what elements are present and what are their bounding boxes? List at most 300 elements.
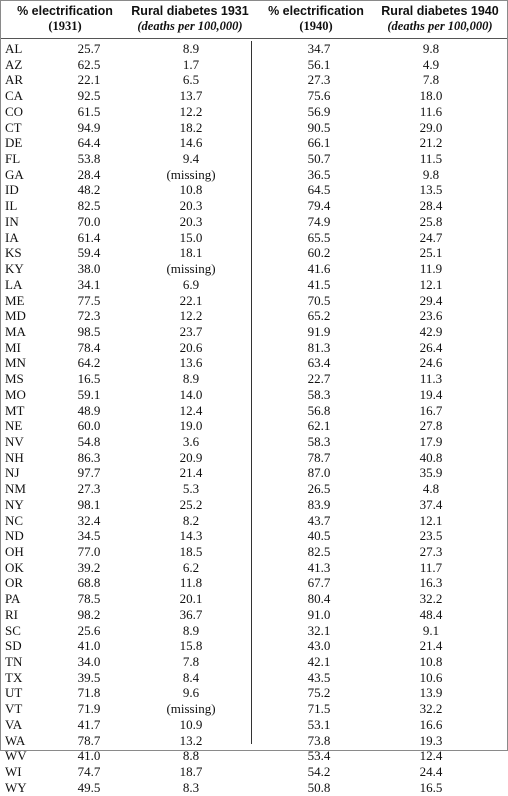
table-row — [1, 780, 507, 796]
diabetes-1940-cell: 24.4 — [419, 764, 443, 780]
diabetes-1940-cell: 11.6 — [419, 103, 443, 119]
diabetes-1940-cell: 25.8 — [419, 213, 443, 229]
electrification-1940-cell: 67.7 — [307, 575, 331, 591]
electrification-1931-cell: 59.1 — [77, 386, 101, 402]
table-row — [1, 403, 507, 419]
diabetes-1940-cell: 13.9 — [419, 685, 443, 701]
diabetes-1940-cell: 26.4 — [419, 339, 443, 355]
state-cell: CA — [5, 88, 24, 104]
electrification-1940-cell: 80.4 — [307, 591, 331, 607]
electrification-1940-cell: 65.5 — [307, 229, 331, 245]
diabetes-1940-cell: 16.7 — [419, 402, 443, 418]
diabetes-1940-cell: 24.7 — [419, 229, 443, 245]
electrification-1931-cell: 25.6 — [77, 622, 101, 638]
table-row — [1, 623, 507, 639]
table-row — [1, 387, 507, 403]
state-cell: WV — [5, 748, 27, 764]
electrification-1931-cell: 62.5 — [77, 56, 101, 72]
state-cell: AR — [5, 72, 24, 88]
electrification-1931-cell: 77.0 — [77, 544, 101, 559]
diabetes-1931-cell: 7.8 — [182, 654, 200, 670]
header-rule — [1, 38, 507, 39]
electrification-1940-cell: 91.0 — [307, 606, 331, 622]
electrification-1940-cell: 27.3 — [307, 72, 331, 88]
diabetes-1931-cell: 18.7 — [179, 764, 203, 780]
diabetes-1931-cell: 6.9 — [182, 276, 200, 292]
electrification-1940-cell: 75.6 — [307, 88, 331, 104]
diabetes-1940-cell: 16.3 — [419, 575, 443, 591]
electrification-1931-cell: 98.2 — [77, 606, 101, 622]
state-cell: NY — [5, 496, 24, 512]
electrification-1931-cell: 34.1 — [77, 276, 101, 292]
table-row — [1, 701, 507, 717]
diabetes-1940-cell: 17.9 — [419, 433, 443, 449]
table-row — [1, 670, 507, 686]
diabetes-1940-cell: 10.8 — [419, 654, 443, 670]
state-cell: WI — [5, 764, 22, 780]
electrification-1940-cell: 81.3 — [307, 339, 331, 355]
state-cell: TX — [5, 669, 23, 685]
electrification-1940-cell: 90.5 — [307, 119, 331, 135]
table-row — [1, 214, 507, 230]
state-cell: NE — [5, 418, 23, 434]
electrification-1940-cell: 56.1 — [307, 56, 331, 72]
diabetes-1931-cell: 20.6 — [179, 339, 203, 355]
state-cell: NH — [5, 449, 24, 465]
diabetes-1940-cell: 27.8 — [419, 418, 443, 434]
diabetes-1931-cell: 12.2 — [179, 308, 203, 324]
diabetes-1940-cell: 23.6 — [419, 308, 443, 324]
diabetes-1931-cell: 14.6 — [179, 135, 203, 151]
diabetes-1940-cell: 12.1 — [419, 276, 443, 292]
table-row — [1, 717, 507, 733]
electrification-1940-cell: 73.8 — [307, 732, 331, 748]
header-col1-line2: (1931) — [48, 19, 82, 33]
diabetes-1940-cell: 13.5 — [419, 182, 443, 198]
diabetes-1931-cell: 18.1 — [179, 245, 203, 261]
electrification-1940-cell: 60.2 — [307, 245, 331, 261]
diabetes-1940-cell: 23.5 — [419, 528, 443, 544]
table-row — [1, 513, 507, 529]
diabetes-1931-cell: 12.2 — [179, 103, 203, 119]
header-col2-line1: Rural diabetes 1931 — [131, 4, 249, 18]
electrification-1940-cell: 65.2 — [307, 308, 331, 324]
diabetes-1931-cell: 1.7 — [182, 56, 200, 72]
electrification-1940-cell: 32.1 — [307, 622, 331, 638]
table-row — [1, 88, 507, 104]
electrification-1940-cell: 91.9 — [307, 323, 331, 339]
electrification-1931-cell: 61.4 — [77, 229, 101, 245]
electrification-1940-cell: 50.8 — [307, 779, 331, 795]
diabetes-1931-cell: (missing) — [166, 166, 216, 182]
state-cell: MT — [5, 402, 25, 418]
table-body — [1, 41, 507, 796]
diabetes-1940-cell: 48.4 — [419, 606, 443, 622]
electrification-1931-cell: 41.0 — [77, 748, 101, 764]
diabetes-1940-cell: 11.7 — [419, 559, 443, 575]
diabetes-1931-cell: 15.8 — [179, 638, 203, 654]
state-cell: MA — [5, 323, 26, 339]
state-cell: NM — [5, 481, 26, 497]
diabetes-1931-cell: 13.7 — [179, 88, 203, 104]
electrification-1940-cell: 58.3 — [307, 433, 331, 449]
electrification-1940-cell: 43.0 — [307, 638, 331, 654]
electrification-1940-cell: 41.3 — [307, 559, 331, 575]
diabetes-1940-cell: 11.5 — [419, 151, 443, 167]
state-cell: SD — [5, 638, 22, 654]
diabetes-1931-cell: 6.5 — [182, 72, 200, 88]
state-cell: ND — [5, 528, 24, 544]
state-cell: IN — [5, 213, 19, 229]
state-cell: OH — [5, 544, 24, 559]
table-row — [1, 481, 507, 497]
electrification-1931-cell: 60.0 — [77, 418, 101, 434]
diabetes-1931-cell: 23.7 — [179, 323, 203, 339]
electrification-1931-cell: 61.5 — [77, 103, 101, 119]
diabetes-1931-cell: 10.8 — [179, 182, 203, 198]
electrification-1940-cell: 22.7 — [307, 371, 331, 387]
state-cell: OR — [5, 575, 24, 591]
state-cell: CT — [5, 119, 22, 135]
diabetes-1940-cell: 28.4 — [419, 198, 443, 214]
diabetes-1931-cell: 11.8 — [179, 575, 203, 591]
diabetes-1931-cell: 18.5 — [179, 544, 203, 559]
state-cell: AZ — [5, 56, 23, 72]
table-row — [1, 340, 507, 356]
table-row — [1, 167, 507, 183]
header-electrification-1931 — [1, 4, 129, 34]
table-row — [1, 575, 507, 591]
electrification-1931-cell: 78.4 — [77, 339, 101, 355]
electrification-1931-cell: 59.4 — [77, 245, 101, 261]
electrification-1931-cell: 94.9 — [77, 119, 101, 135]
electrification-1940-cell: 71.5 — [307, 701, 331, 717]
electrification-1940-cell: 41.5 — [307, 276, 331, 292]
state-cell: MD — [5, 308, 26, 324]
diabetes-1931-cell: 18.2 — [179, 119, 203, 135]
electrification-1931-cell: 48.9 — [77, 402, 101, 418]
electrification-1931-cell: 70.0 — [77, 213, 101, 229]
state-cell: OK — [5, 559, 24, 575]
table-row — [1, 308, 507, 324]
electrification-1940-cell: 50.7 — [307, 151, 331, 167]
diabetes-1931-cell: 3.6 — [182, 433, 200, 449]
table-row — [1, 733, 507, 749]
table-row — [1, 198, 507, 214]
electrification-1940-cell: 74.9 — [307, 213, 331, 229]
diabetes-1931-cell: 14.3 — [179, 528, 203, 544]
state-cell: CO — [5, 103, 24, 119]
table-row — [1, 560, 507, 576]
electrification-1940-cell: 83.9 — [307, 496, 331, 512]
header-col4-line2: (deaths per 100,000) — [387, 19, 493, 33]
state-cell: MS — [5, 371, 24, 387]
electrification-1931-cell: 16.5 — [77, 371, 101, 387]
diabetes-1940-cell: 10.6 — [419, 669, 443, 685]
header-col1-line1: % electrification — [17, 4, 113, 18]
header-electrification-1940 — [259, 4, 373, 34]
table-row — [1, 497, 507, 513]
electrification-1931-cell: 39.2 — [77, 559, 101, 575]
electrification-1940-cell: 56.8 — [307, 402, 331, 418]
state-cell: LA — [5, 276, 23, 292]
table-row — [1, 654, 507, 670]
diabetes-1931-cell: 5.3 — [182, 481, 200, 497]
electrification-1940-cell: 63.4 — [307, 355, 331, 371]
diabetes-1940-cell: 42.9 — [419, 323, 443, 339]
diabetes-1940-cell: 16.6 — [419, 716, 443, 732]
diabetes-1931-cell: 8.8 — [182, 748, 200, 764]
state-cell: FL — [5, 151, 21, 167]
table-row — [1, 371, 507, 387]
diabetes-1940-cell: 27.3 — [419, 544, 443, 559]
diabetes-1931-cell: 20.1 — [179, 591, 203, 607]
diabetes-1931-cell: 36.7 — [179, 606, 203, 622]
state-cell: VA — [5, 716, 23, 732]
electrification-1940-cell: 79.4 — [307, 198, 331, 214]
diabetes-1931-cell: 20.9 — [179, 449, 203, 465]
diabetes-1940-cell: 18.0 — [419, 88, 443, 104]
electrification-1940-cell: 34.7 — [307, 41, 331, 56]
diabetes-1940-cell: 19.4 — [419, 386, 443, 402]
state-cell: ME — [5, 292, 25, 308]
table-row — [1, 355, 507, 371]
diabetes-1931-cell: 15.0 — [179, 229, 203, 245]
diabetes-1940-cell: 12.4 — [419, 748, 443, 764]
diabetes-1931-cell: 25.2 — [179, 496, 203, 512]
electrification-1940-cell: 70.5 — [307, 292, 331, 308]
diabetes-1940-cell: 37.4 — [419, 496, 443, 512]
state-cell: MN — [5, 355, 26, 371]
table-row — [1, 230, 507, 246]
table-row — [1, 120, 507, 136]
electrification-1940-cell: 54.2 — [307, 764, 331, 780]
electrification-1931-cell: 25.7 — [77, 41, 101, 56]
electrification-1931-cell: 98.1 — [77, 496, 101, 512]
table-row — [1, 450, 507, 466]
electrification-1931-cell: 64.2 — [77, 355, 101, 371]
electrification-1931-cell: 71.8 — [77, 685, 101, 701]
header-col3-line2: (1940) — [299, 19, 333, 33]
table-row — [1, 293, 507, 309]
electrification-1931-cell: 78.7 — [77, 732, 101, 748]
state-cell: IA — [5, 229, 19, 245]
electrification-1931-cell: 64.4 — [77, 135, 101, 151]
electrification-1940-cell: 43.7 — [307, 512, 331, 528]
diabetes-1940-cell: 25.1 — [419, 245, 443, 261]
table-row — [1, 151, 507, 167]
table-row — [1, 465, 507, 481]
electrification-1931-cell: 54.8 — [77, 433, 101, 449]
state-cell: KS — [5, 245, 22, 261]
electrification-1931-cell: 53.8 — [77, 151, 101, 167]
electrification-1940-cell: 41.6 — [307, 261, 331, 277]
state-cell: NJ — [5, 465, 20, 481]
diabetes-1940-cell: 32.2 — [419, 701, 443, 717]
electrification-1931-cell: 68.8 — [77, 575, 101, 591]
table-row — [1, 434, 507, 450]
table-row — [1, 418, 507, 434]
table-row — [1, 764, 507, 780]
diabetes-1940-cell: 21.4 — [419, 638, 443, 654]
electrification-1931-cell: 86.3 — [77, 449, 101, 465]
table-row — [1, 104, 507, 120]
electrification-1940-cell: 56.9 — [307, 103, 331, 119]
header-diabetes-1931 — [126, 4, 254, 34]
state-cell: MI — [5, 339, 21, 355]
electrification-1931-cell: 41.7 — [77, 716, 101, 732]
diabetes-1931-cell: 13.6 — [179, 355, 203, 371]
electrification-1940-cell: 43.5 — [307, 669, 331, 685]
electrification-1940-cell: 58.3 — [307, 386, 331, 402]
state-cell: IL — [5, 198, 18, 214]
table-row — [1, 72, 507, 88]
diabetes-1940-cell: 40.8 — [419, 449, 443, 465]
diabetes-1940-cell: 35.9 — [419, 465, 443, 481]
diabetes-1931-cell: (missing) — [166, 701, 216, 717]
electrification-1931-cell: 71.9 — [77, 701, 101, 717]
electrification-1931-cell: 38.0 — [77, 261, 101, 277]
diabetes-1931-cell: 22.1 — [179, 292, 203, 308]
electrification-1940-cell: 87.0 — [307, 465, 331, 481]
diabetes-1940-cell: 19.3 — [419, 732, 443, 748]
diabetes-1931-cell: 21.4 — [179, 465, 203, 481]
electrification-1940-cell: 62.1 — [307, 418, 331, 434]
electrification-1940-cell: 42.1 — [307, 654, 331, 670]
electrification-1940-cell: 53.4 — [307, 748, 331, 764]
diabetes-1940-cell: 11.3 — [419, 371, 443, 387]
electrification-1940-cell: 78.7 — [307, 449, 331, 465]
state-cell: VT — [5, 701, 23, 717]
state-cell: TN — [5, 654, 23, 670]
electrification-1940-cell: 40.5 — [307, 528, 331, 544]
table-row — [1, 245, 507, 261]
electrification-1931-cell: 41.0 — [77, 638, 101, 654]
header-diabetes-1940 — [373, 4, 507, 34]
diabetes-1940-cell: 4.9 — [422, 56, 440, 72]
header-col4-line1: Rural diabetes 1940 — [381, 4, 499, 18]
table-row — [1, 57, 507, 73]
electrification-1931-cell: 98.5 — [77, 323, 101, 339]
diabetes-1931-cell: 10.9 — [179, 716, 203, 732]
diabetes-1931-cell: (missing) — [166, 261, 216, 277]
electrification-1940-cell: 36.5 — [307, 166, 331, 182]
electrification-1931-cell: 34.0 — [77, 654, 101, 670]
electrification-1931-cell: 28.4 — [77, 166, 101, 182]
electrification-1931-cell: 27.3 — [77, 481, 101, 497]
diabetes-1931-cell: 8.9 — [182, 622, 200, 638]
electrification-1931-cell: 32.4 — [77, 512, 101, 528]
table-row — [1, 638, 507, 654]
state-cell: NC — [5, 512, 24, 528]
header-col2-line2: (deaths per 100,000) — [137, 19, 243, 33]
diabetes-1931-cell: 9.4 — [182, 151, 200, 167]
state-cell: NV — [5, 433, 24, 449]
electrification-1931-cell: 39.5 — [77, 669, 101, 685]
diabetes-1931-cell: 13.2 — [179, 732, 203, 748]
table-row — [1, 528, 507, 544]
diabetes-1940-cell: 9.1 — [422, 622, 440, 638]
electrification-1940-cell: 53.1 — [307, 716, 331, 732]
electrification-1931-cell: 82.5 — [77, 198, 101, 214]
electrification-1940-cell: 26.5 — [307, 481, 331, 497]
state-cell: ID — [5, 182, 19, 198]
state-cell: KY — [5, 261, 24, 277]
diabetes-1931-cell: 8.9 — [182, 41, 200, 56]
diabetes-1940-cell: 7.8 — [422, 72, 440, 88]
diabetes-1931-cell: 8.2 — [182, 512, 200, 528]
diabetes-1931-cell: 6.2 — [182, 559, 200, 575]
diabetes-1931-cell: 14.0 — [179, 386, 203, 402]
diabetes-1931-cell: 12.4 — [179, 402, 203, 418]
state-cell: GA — [5, 166, 24, 182]
table-row — [1, 182, 507, 198]
diabetes-1931-cell: 20.3 — [179, 213, 203, 229]
table-row — [1, 544, 507, 560]
diabetes-1940-cell: 4.8 — [422, 481, 440, 497]
electrification-1931-cell: 49.5 — [77, 779, 101, 795]
electrification-1931-cell: 74.7 — [77, 764, 101, 780]
header-col3-line1: % electrification — [268, 4, 364, 18]
diabetes-1940-cell: 29.0 — [419, 119, 443, 135]
electrification-1931-cell: 48.2 — [77, 182, 101, 198]
diabetes-1940-cell: 9.8 — [422, 166, 440, 182]
table-row — [1, 591, 507, 607]
diabetes-1931-cell: 8.9 — [182, 371, 200, 387]
diabetes-1940-cell: 9.8 — [422, 41, 440, 56]
table-row — [1, 277, 507, 293]
state-cell: UT — [5, 685, 23, 701]
state-cell: SC — [5, 622, 21, 638]
diabetes-1940-cell: 12.1 — [419, 512, 443, 528]
electrification-1931-cell: 97.7 — [77, 465, 101, 481]
state-cell: MO — [5, 386, 26, 402]
diabetes-1931-cell: 20.3 — [179, 198, 203, 214]
diabetes-1940-cell: 21.2 — [419, 135, 443, 151]
electrification-1931-cell: 92.5 — [77, 88, 101, 104]
electrification-1940-cell: 82.5 — [307, 544, 331, 559]
table-row — [1, 324, 507, 340]
state-cell: DE — [5, 135, 23, 151]
diabetes-1931-cell: 8.3 — [182, 779, 200, 795]
table-row — [1, 135, 507, 151]
electrification-1931-cell: 22.1 — [77, 72, 101, 88]
diabetes-1940-cell: 11.9 — [419, 261, 443, 277]
table-row — [1, 607, 507, 623]
electrification-1931-cell: 34.5 — [77, 528, 101, 544]
electrification-1940-cell: 75.2 — [307, 685, 331, 701]
state-cell: WY — [5, 779, 27, 795]
electrification-1931-cell: 78.5 — [77, 591, 101, 607]
state-cell: AL — [5, 41, 23, 56]
diabetes-1940-cell: 29.4 — [419, 292, 443, 308]
table-row — [1, 41, 507, 57]
state-cell: PA — [5, 591, 21, 607]
state-cell: RI — [5, 606, 18, 622]
electrification-1940-cell: 64.5 — [307, 182, 331, 198]
diabetes-1940-cell: 24.6 — [419, 355, 443, 371]
table-row — [1, 261, 507, 277]
electrification-1931-cell: 77.5 — [77, 292, 101, 308]
diabetes-1931-cell: 9.6 — [182, 685, 200, 701]
diabetes-1940-cell: 16.5 — [419, 779, 443, 795]
electrification-1931-cell: 72.3 — [77, 308, 101, 324]
diabetes-1931-cell: 8.4 — [182, 669, 200, 685]
diabetes-1931-cell: 19.0 — [179, 418, 203, 434]
state-cell: WA — [5, 732, 26, 748]
diabetes-1940-cell: 32.2 — [419, 591, 443, 607]
electrification-1940-cell: 66.1 — [307, 135, 331, 151]
